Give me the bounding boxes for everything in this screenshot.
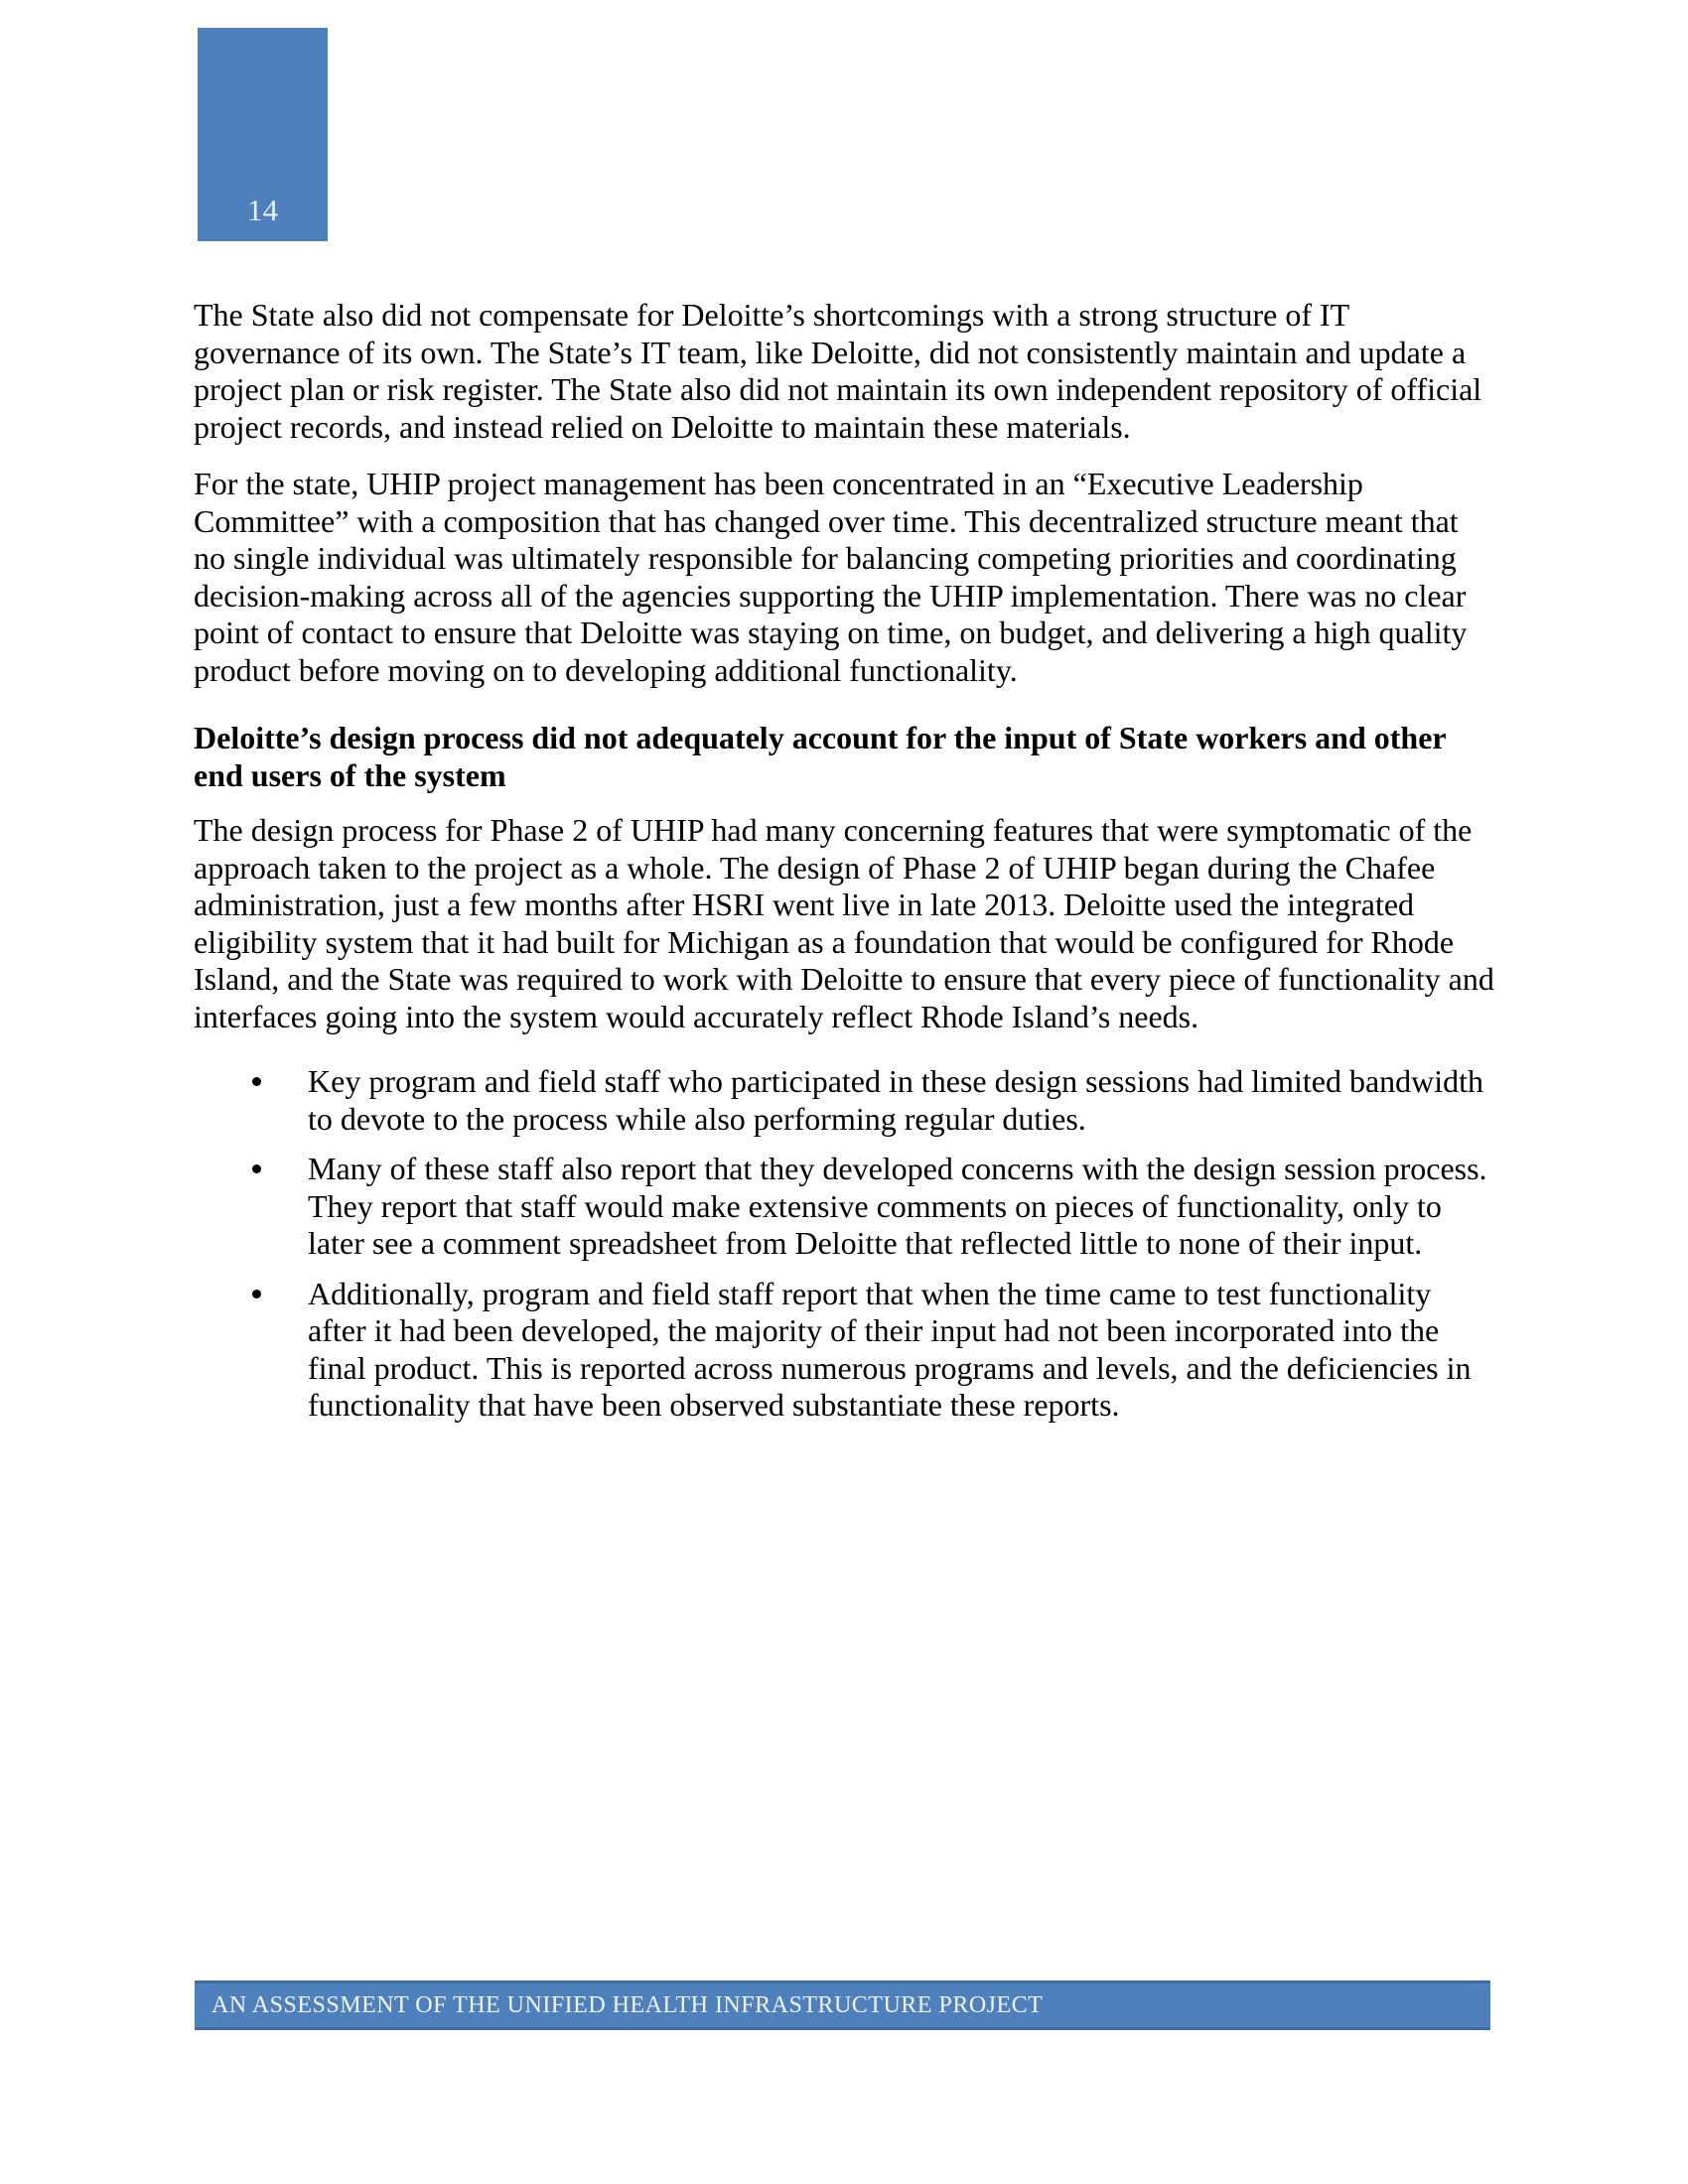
page-number-box [198, 28, 328, 241]
list-item [194, 1276, 1496, 1425]
footer-title: AN ASSESSMENT OF THE UNIFIED HEALTH INFRASTRUCTURE PROJECT [211, 1991, 1044, 2018]
paragraph: The design process for Phase 2 of UHIP had many concerning features that were symptomatic of the approach taken to the project as a whole. The design of Phase 2 of UHIP began during the Chafee administration, just a few months after HSRI went live in late 2013. Deloitte used the integrated eligibility system that it had built for Michigan as a foundation that would be configured for Rhode Island, and the State was required to work with Deloitte to ensure that every piece of functionality and interfaces going into the system would accurately reflect Rhode Island’s needs. [194, 812, 1494, 1034]
bullet-icon [252, 1164, 261, 1173]
list-item-text: Many of these staff also report that they developed concerns with the design session process. They report that staff would make extensive comments on pieces of functionality, only to later see a comment spreadsheet from Deloitte that reflected little to none of their input. [308, 1151, 1487, 1261]
bullet-list [194, 1063, 1496, 1425]
section-heading: Deloitte’s design process did not adequately account for the input of State workers and other end users of the system [194, 720, 1447, 793]
list-item [194, 1151, 1496, 1263]
list-item-text: Additionally, program and field staff report that when the time came to test functionality after it had been developed, the majority of their input had not been incorporated into the final product. This is reported across numerous programs and levels, and the deficiencies in functionality that have been observed substantiate these reports. [308, 1275, 1472, 1423]
page-content [194, 297, 1496, 1437]
footer-bar [195, 1980, 1490, 2030]
paragraph: For the state, UHIP project management has been concentrated in an “Executive Leadership Committee” with a composition that has changed over time. This decentralized structure meant that no single individual was ultimately responsible for balancing competing priorities and coordinating decision-making across all of the agencies supporting the UHIP implementation. There was no clear point of contact to ensure that Deloitte was staying on time, on budget, and delivering a high quality product before moving on to developing additional functionality. [194, 466, 1468, 688]
page-number: 14 [247, 193, 278, 227]
paragraph: The State also did not compensate for Deloitte’s shortcomings with a strong structure of IT governance of its own. The State’s IT team, like Deloitte, did not consistently maintain and update a project plan or risk register. The State also did not maintain its own independent repository of official project records, and instead relied on Deloitte to maintain these materials. [194, 297, 1482, 445]
list-item-text: Key program and field staff who participated in these design sessions had limited bandwidth to devote to the process while also performing regular duties. [308, 1063, 1484, 1137]
bullet-icon [252, 1290, 261, 1298]
list-item [194, 1063, 1496, 1138]
bullet-icon [252, 1077, 261, 1086]
